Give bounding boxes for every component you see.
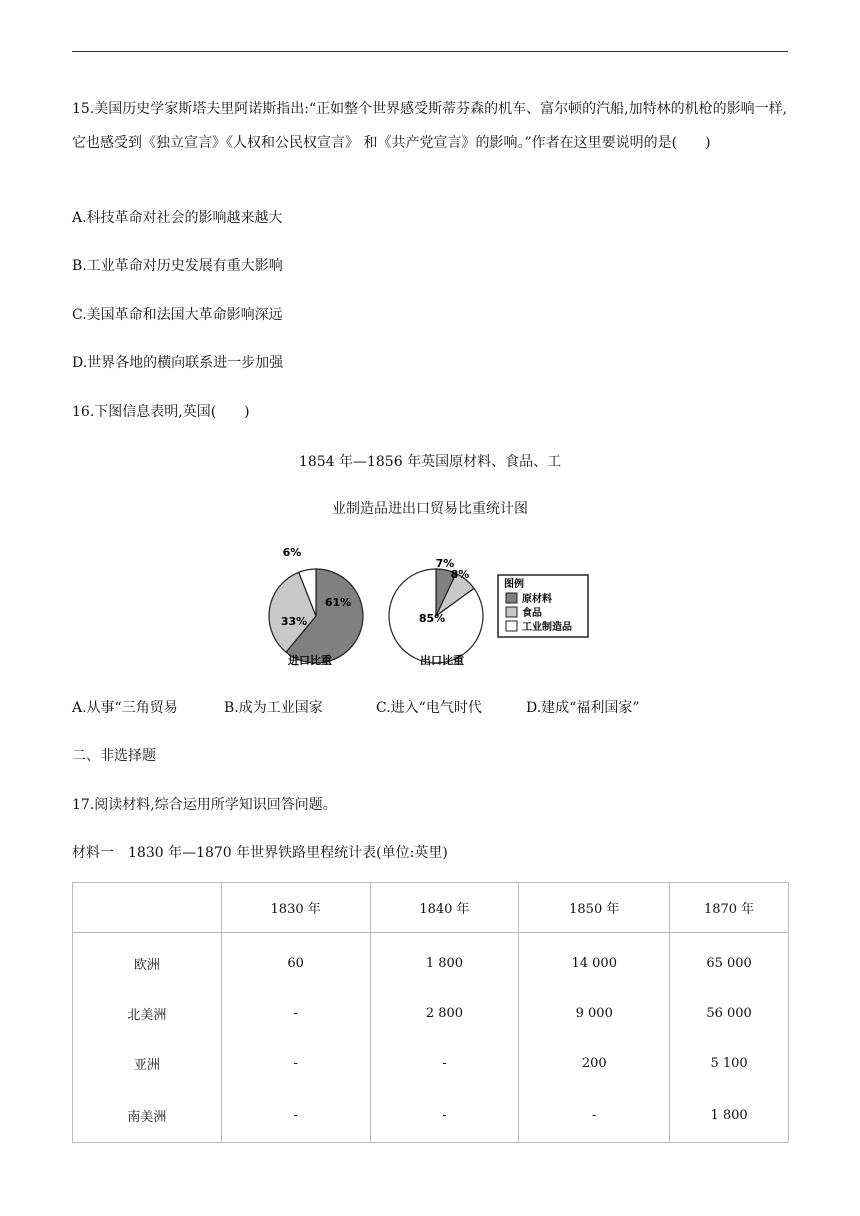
- q17-stem: 17.阅读材料,综合运用所学知识回答问题。: [72, 797, 337, 813]
- q16-option-b: B.成为工业国家: [224, 700, 323, 716]
- legend-swatch: [506, 621, 517, 631]
- legend-swatch: [506, 607, 517, 617]
- table-header-row: [73, 883, 789, 933]
- railway-table: [72, 882, 789, 1143]
- header-cell: 1850 年: [519, 883, 670, 933]
- table-row: [73, 933, 789, 989]
- table-cell: -: [519, 1088, 670, 1143]
- table-cell: 9 000: [519, 988, 670, 1038]
- q15-option-d: D.世界各地的横向联系进一步加强: [72, 355, 284, 371]
- q15-option-b: B.工业革命对历史发展有重大影响: [72, 258, 283, 274]
- legend-swatch: [506, 593, 517, 603]
- table-cell: 200: [519, 1038, 670, 1088]
- slice-label: 61%: [324, 596, 352, 609]
- q16-option-a: A.从事“三角贸易: [72, 700, 178, 716]
- slice-label: 85%: [418, 612, 446, 625]
- header-cell: 1830 年: [221, 883, 370, 933]
- table-row: [73, 1088, 789, 1143]
- header-cell: 1870 年: [670, 883, 789, 933]
- table-cell: 65 000: [670, 933, 789, 989]
- legend-title: 图例: [504, 579, 524, 590]
- legend-label: 食品: [522, 608, 542, 619]
- slice-label: 8%: [450, 568, 470, 581]
- table-cell: 14 000: [519, 933, 670, 989]
- pie-caption: 出口比重: [420, 654, 464, 667]
- table-cell: 5 100: [670, 1038, 789, 1088]
- table-row: [73, 1038, 789, 1088]
- table-cell: -: [221, 988, 370, 1038]
- table-cell: 56 000: [670, 988, 789, 1038]
- q15-option-a: A.科技革命对社会的影响越来越大: [72, 210, 283, 226]
- slice-label: 33%: [280, 615, 308, 628]
- q16-option-d: D.建成“福利国家”: [526, 700, 640, 716]
- legend-label: 原材料: [522, 594, 552, 605]
- q15-option-c: C.美国革命和法国大革命影响深远: [72, 307, 283, 323]
- header-rule: [72, 51, 788, 52]
- pie-caption: 进口比重: [288, 654, 332, 667]
- table-cell: -: [221, 1088, 370, 1143]
- table-cell: 1 800: [370, 933, 519, 989]
- chart-title-line2: 业制造品进出口贸易比重统计图: [332, 501, 528, 517]
- chart-title-line1: 1854 年—1856 年英国原材料、食品、工: [298, 454, 562, 470]
- table-cell: 60: [221, 933, 370, 989]
- table-cell: -: [221, 1038, 370, 1088]
- table-row: [73, 988, 789, 1038]
- chart-legend: [498, 575, 588, 637]
- table-cell: 北美洲: [73, 988, 222, 1038]
- section-heading: 二、非选择题: [72, 748, 156, 764]
- table-cell: 欧洲: [73, 933, 222, 989]
- slice-label: 7%: [435, 557, 455, 570]
- table-cell: -: [370, 1038, 519, 1088]
- table-cell: 1 800: [670, 1088, 789, 1143]
- q15-stem: 15.美国历史学家斯塔夫里阿诺斯指出:“正如整个世界感受斯蒂芬森的机车、富尔顿的汽船,加特林的机枪的影响一样,它也感受到《独立宣言》《人权和公民权宣言》 和《共产党宣言》的影响。”作者在这里要说明的是( ): [72, 101, 788, 151]
- table-cell: 南美洲: [73, 1088, 222, 1143]
- table-cell: -: [370, 1088, 519, 1143]
- pie-charts: [0, 540, 860, 672]
- header-cell: 1840 年: [370, 883, 519, 933]
- q16-option-c: C.进入“电气时代: [376, 700, 482, 716]
- slice-label: 6%: [282, 546, 302, 559]
- legend-label: 工业制造品: [522, 622, 572, 633]
- header-cell: [73, 883, 222, 933]
- table-cell: 亚洲: [73, 1038, 222, 1088]
- material1-caption: 材料一 1830 年—1870 年世界铁路里程统计表(单位:英里): [72, 845, 448, 861]
- table-cell: 2 800: [370, 988, 519, 1038]
- q16-stem: 16.下图信息表明,英国( ): [72, 404, 250, 420]
